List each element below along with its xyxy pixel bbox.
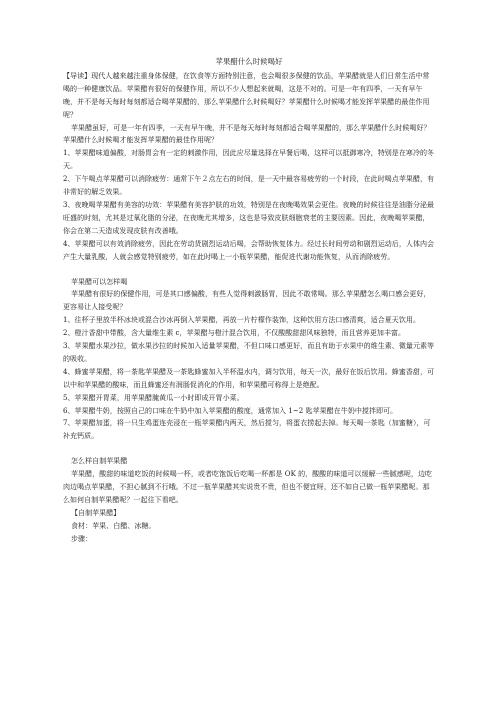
diy-heading: 怎么样自制苹果醋	[71, 457, 128, 466]
howto-item-4: 4、蜂蜜苹果醋，将一茶匙苹果醋及一茶匙蜂蜜加入半杯温水内，调匀饮用，每天一次，最好在饭后饮用。蜂蜜香甜，可以中和苹果醋的酸味，而且蜂蜜还有润肠促消化的作用，和苹果醋可称得上是绝配。	[63, 367, 435, 389]
howto-heading: 苹果醋可以怎样喝	[71, 277, 128, 286]
when-item-4: 4、苹果醋可以有效消除疲劳，因此在劳动货剧烈运动后喝，会帮助恢复体力。经过长时间劳动和剧烈运动后，人体内会产生大量乳酸，人就会感觉特别疲劳，如在此时喝上一小瓶苹果醋，能促进代谢功能恢复，从而消除疲劳。	[63, 239, 435, 261]
howto-item-5: 5、苹果醋开胃菜，用苹果醋腌黄瓜一小时即成开胃小菜。	[63, 393, 244, 402]
howto-item-2: 2、橙汁香甜中带酸，含大量维生素 c，苹果醋与橙汁混合饮用，不仅酸酸甜甜风味独特，而且营养更加丰富。	[63, 329, 406, 338]
howto-item-1: 1、往杯子里放半杯冰块或混合沙冰再倒入苹果醋，再放一片柠檬作装饰，这种饮用方法口感清爽，适合夏天饮用。	[63, 316, 421, 325]
when-item-2: 2、下午喝点苹果醋可以消除疲劳：通常下午２点左右的时间，是一天中最容易疲劳的一个时段，在此时喝点苹果醋，有非常好的解乏效果。	[63, 175, 435, 197]
howto-item-6: 6、苹果醋牛奶，按照自己的口味在牛奶中加入苹果醋的酸度，通常加入 1~2 匙苹果醋在牛奶中搅拌即可。	[63, 406, 398, 415]
howto-intro: 苹果醋有很好的保健作用，可是其口感偏酸，有些人觉得刺激肠胃，因此不敢常喝。那么苹果醋怎么喝口感会更好，更容易让人接受呢？	[63, 290, 431, 312]
intro-repeat-paragraph: 苹果醋虽好，可是一年有四季，一天有早午晚，并不是每天每时每刻都适合喝苹果醋的，那么苹果醋什么时候喝好？苹果醋什么时候喝才能发挥苹果醋的最佳作用呢？	[63, 123, 431, 145]
intro-paragraph: 【导读】现代人越来越注重身体保健，在饮食等方面特别注意，也会喝很多保健的饮品，苹果醋就是人们日常生活中常喝的一种健康饮品。苹果醋有很好的保健作用，所以不少人想起来就喝，这是不对的。可是一年有四季，一天有早午晚，并不是每天每时每刻都适合喝苹果醋的，那么苹果醋什么时候喝好？苹果醋什么时候喝才能发挥苹果醋的最佳作用呢？	[63, 71, 430, 119]
document-title: 苹果醋什么时候喝好	[215, 57, 283, 66]
ingredients-line: 食材：苹果、白醋、冰糖。	[71, 521, 156, 530]
howto-item-7: 7、苹果醋加蛋，将一只生鸡蛋连壳浸在一瓶苹果醋内两天，然后搅匀，将蛋衣捞起去掉。每天喝一茶匙（加蜜糖），可补充钙质。	[63, 419, 431, 441]
when-item-1: 1、苹果醋味道偏酸，对肠胃会有一定的刺激作用，因此应尽量选择在早餐后喝，这样可以抵御寒冷，特别是在寒冷的冬天。	[63, 149, 435, 171]
when-item-3: 3、夜晚喝苹果醋有美容的功效：苹果醋有美容护肤的功效，特别是在夜晚喝效果会更佳。夜晚的时候往往是油脂分泌最旺盛的时刻，尤其是过氧化脂的分泌，在夜晚尤其增多，这也是导致皮肤细胞衰老的主要因素。因此，夜晚喝苹果醋，你会在第二天造成发现皮肤有改善哦。	[63, 200, 435, 235]
howto-item-3: 3、苹果醋水果沙拉，做水果沙拉的时候加入适量苹果醋，不但口味口感更好，而且有助于水果中的维生素、微量元素等的吸收。	[63, 342, 435, 363]
diy-bracket-heading: 【自制苹果醋】	[71, 508, 121, 517]
document-body	[63, 56, 435, 546]
diy-intro: 苹果醋，酸甜的味道吃饭的时候喝一杯，或者吃饱饭后吃喝一杯都是 OK 的，酸酸的味道可以缓解一些腻感呢，边吃肉边喝点苹果醋，不担心腻到不行哦。不过一瓶苹果醋其实说贵不贵，但也不便宜呀，还不如自己做一瓶苹果醋呢。那么如何自制苹果醋呢？一起往下看吧。	[63, 470, 433, 504]
steps-label: 步骤：	[71, 534, 93, 543]
